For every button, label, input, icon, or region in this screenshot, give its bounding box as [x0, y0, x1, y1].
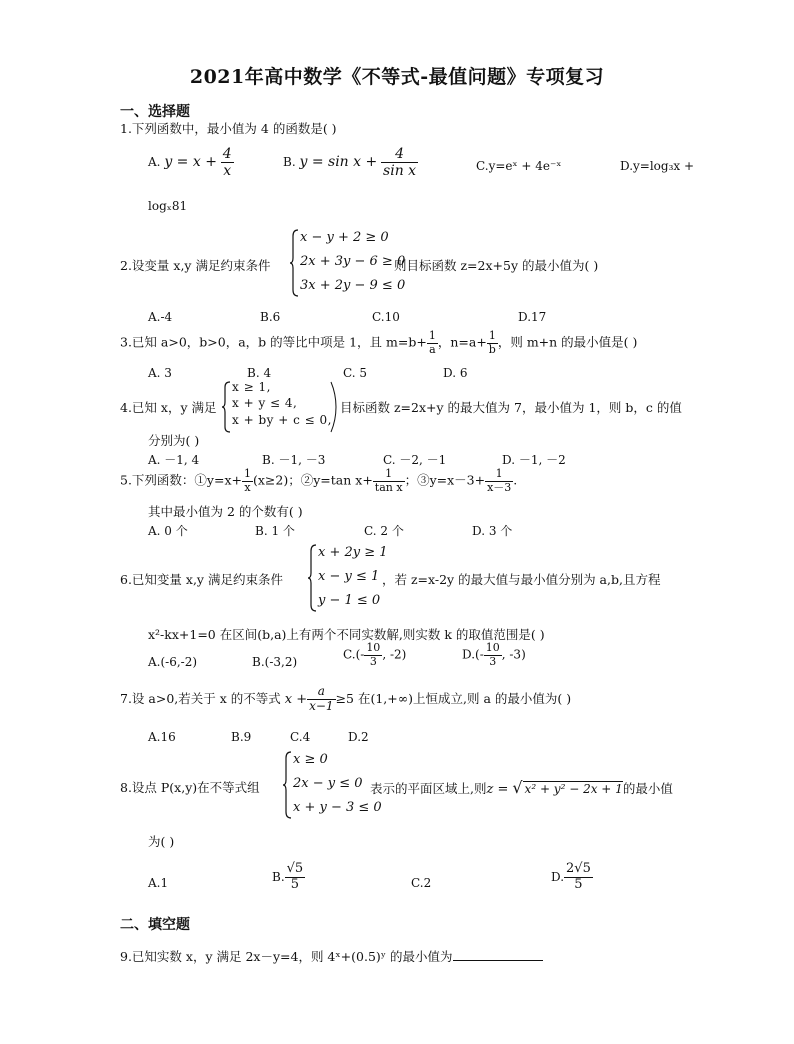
left-brace-icon: [290, 228, 300, 298]
q8-constraint-system: [283, 750, 382, 820]
question-2-stem-post: 则目标函数 z=2x+5y 的最小值为( ): [394, 258, 599, 273]
q4-option-d: D. －1, －2: [502, 453, 566, 467]
q2-option-d: D.17: [518, 310, 547, 324]
q7-option-c: C.4: [290, 730, 311, 744]
q4-option-a: A. －1, 4: [148, 453, 200, 467]
q5-option-c: C. 2 个: [364, 524, 404, 538]
question-4-stem-continued: 分别为( ): [148, 433, 200, 448]
question-5-stem: 5.下列函数：①y=x+ $\frac{1}{x}$ (x≥2)；②y=tan x+ $\frac{1}{\text{tan x}}$ ；③y=x－3+ $\frac{1}{x-3}$ .: [120, 467, 518, 494]
question-6-stem-post: ，若 z=x-2y 的最大值与最小值分别为 a,b,且方程: [382, 572, 661, 587]
q4-option-b: B. －1, －3: [262, 453, 326, 467]
question-6-line-2: x²-kx+1=0 在区间(b,a)上有两个不同实数解,则实数 k 的取值范围是( ): [148, 627, 545, 642]
left-brace-icon: [308, 543, 318, 613]
q3-option-d: D. 6: [443, 366, 468, 380]
q6-constraint-2: x − y ≤ 1: [318, 569, 380, 584]
q3-option-b: B. 4: [247, 366, 272, 380]
q6-constraint-system: [308, 543, 388, 613]
q8-option-a: A.1: [148, 876, 169, 890]
question-5-line-2: 其中最小值为 2 的个数有( ): [148, 504, 303, 519]
q2-option-a: A.-4: [148, 310, 173, 324]
q2-constraint-2: 2x + 3y − 6 ≥ 0: [300, 254, 406, 269]
question-8-stem-pre: 8.设点 P(x,y)在不等式组: [120, 780, 260, 795]
section-heading-fill: 二、填空题: [120, 917, 190, 933]
q2-option-c: C.10: [372, 310, 400, 324]
q1-option-d: D.y=log₃x +: [620, 159, 695, 173]
left-brace-icon: [222, 380, 232, 434]
q2-constraint-1: x − y + 2 ≥ 0: [300, 230, 389, 245]
q6-option-c: C.(- $\frac{10}{3}$ , -2): [343, 641, 407, 668]
question-3-stem: 3.已知 a>0，b>0，a，b 的等比中项是 1，且 m=b+ $\frac{1}{a}$ ，n=a+ $\frac{1}{b}$ ，则 m+n 的最小值是( ): [120, 329, 638, 356]
question-9-stem: 9.已知实数 x，y 满足 2x－y=4，则 4ˣ+(0.5)ʸ 的最小值为: [120, 947, 543, 965]
section-heading-choice: 一、选择题: [120, 104, 190, 120]
question-8-stem-post: 表示的平面区域上,则z = √ x² + y² − 2x + 1的最小值: [370, 778, 673, 797]
question-1-stem: 1.下列函数中，最小值为 4 的函数是( ): [120, 121, 337, 136]
question-7-stem: 7.设 a>0,若关于 x 的不等式 x + $\frac{a}{x-1}$ ≥5 在(1,+∞)上恒成立,则 a 的最小值为( ): [120, 684, 572, 713]
q1-option-d-continued: logₓ81: [148, 199, 188, 213]
q8-option-b: B. $\frac{√5}{5}$: [272, 861, 304, 892]
q6-constraint-3: y − 1 ≤ 0: [318, 593, 381, 608]
q4-constraint-system: [222, 380, 342, 434]
question-4-stem-post: 目标函数 z=2x+y 的最大值为 7，最小值为 1，则 b，c 的值: [340, 400, 682, 415]
right-paren-icon: [330, 380, 338, 434]
q4-option-c: C. －2, －1: [383, 453, 447, 467]
q4-constraint-1: x ≥ 1,: [232, 380, 271, 394]
q8-constraint-3: x + y − 3 ≤ 0: [293, 800, 382, 815]
q5-option-a: A. 0 个: [148, 524, 188, 538]
q2-option-b: B.6: [260, 310, 281, 324]
question-4-stem-pre: 4.已知 x，y 满足: [120, 400, 217, 415]
q7-option-a: A.16: [148, 730, 176, 744]
q6-constraint-1: x + 2y ≥ 1: [318, 545, 388, 560]
q6-option-d: D.(- $\frac{10}{3}$ , -3): [462, 641, 526, 668]
q2-constraint-system: [290, 228, 406, 298]
q3-option-a: A. 3: [148, 366, 172, 380]
q5-option-d: D. 3 个: [472, 524, 513, 538]
q4-constraint-2: x + y ≤ 4,: [232, 396, 298, 410]
q8-option-d: D. $\frac{2√5}{5}$: [551, 861, 591, 892]
question-6-stem-pre: 6.已知变量 x,y 满足约束条件: [120, 572, 283, 587]
q7-option-b: B.9: [231, 730, 252, 744]
q8-constraint-1: x ≥ 0: [293, 752, 328, 767]
q5-option-b: B. 1 个: [255, 524, 295, 538]
q8-option-c: C.2: [411, 876, 432, 890]
question-2-stem-pre: 2.设变量 x,y 满足约束条件: [120, 258, 271, 273]
page-title: 2021年高中数学《不等式-最值问题》专项复习: [189, 66, 605, 88]
q1-option-b: B. y = sin x + $\frac{4}{\text{sin x}}$: [283, 146, 417, 180]
q6-option-a: A.(-6,-2): [148, 655, 198, 669]
answer-blank: [453, 948, 543, 961]
left-brace-icon: [283, 750, 293, 820]
q4-constraint-3: x + by + c ≤ 0,: [232, 413, 332, 427]
q1-option-c: C.y=eˣ + 4e⁻ˣ: [476, 159, 562, 173]
q7-option-d: D.2: [348, 730, 369, 744]
question-8-stem-continued: 为( ): [148, 834, 175, 849]
q3-option-c: C. 5: [343, 366, 368, 380]
q8-constraint-2: 2x − y ≤ 0: [293, 776, 363, 791]
q6-option-b: B.(-3,2): [252, 655, 298, 669]
q2-constraint-3: 3x + 2y − 9 ≤ 0: [300, 278, 406, 293]
q1-option-a: A. y = x + $\frac{4}{x}$: [148, 146, 232, 180]
